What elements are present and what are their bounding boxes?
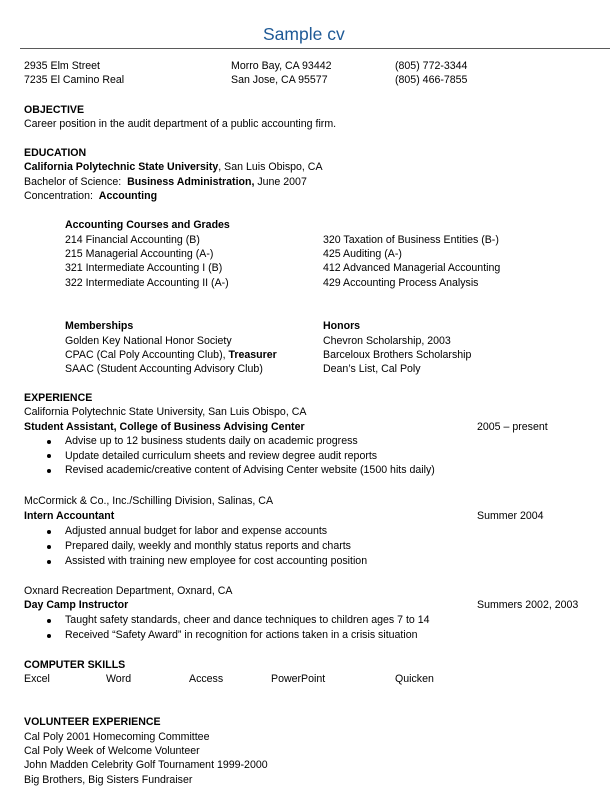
address-city-1: Morro Bay, CA 93442 [231,60,332,72]
job-org: Oxnard Recreation Department, Oxnard, CA [24,585,233,597]
course-item: 321 Intermediate Accounting I (B) [65,262,223,274]
honor-item: Chevron Scholarship, 2003 [323,335,451,347]
skill-item: Quicken [395,673,434,685]
volunteer-item: John Madden Celebrity Golf Tournament 1999-2000 [24,759,268,771]
bullet-icon [47,454,51,458]
job-title: Day Camp Instructor [24,599,129,611]
membership-org: CPAC (Cal Poly Accounting Club), [65,349,229,361]
job-title: Intern Accountant [24,510,115,522]
honor-item: Barceloux Brothers Scholarship [323,349,472,361]
phone-2: (805) 466-7855 [395,74,468,86]
membership-role: Treasurer [228,349,277,361]
degree-date: June 2007 [254,176,307,188]
course-item: 215 Managerial Accounting (A-) [65,248,214,260]
address-street-1: 2935 Elm Street [24,60,100,72]
job-bullet: Received “Safety Award” in recognition for actions taken in a crisis situation [65,629,418,641]
honor-item: Dean’s List, Cal Poly [323,363,421,375]
job-title: Student Assistant, College of Business Advising Center [24,421,305,433]
education-concentration-line [24,189,157,203]
bullet-icon [47,530,51,534]
skill-item: Excel [24,673,50,685]
address-city-2: San Jose, CA 95577 [231,74,328,86]
job-bullet: Revised academic/creative content of Advising Center website (1500 hits daily) [65,464,435,476]
job-bullet: Taught safety standards, cheer and dance techniques to children ages 7 to 14 [65,614,430,626]
memberships-heading: Memberships [65,320,134,332]
volunteer-item: Big Brothers, Big Sisters Fundraiser [24,774,193,786]
skill-item: Word [106,673,132,685]
school-location: , San Luis Obispo, CA [218,161,323,173]
job-date: 2005 – present [477,421,548,433]
honors-heading: Honors [323,320,361,332]
courses-heading: Accounting Courses and Grades [65,219,230,231]
membership-item [65,348,277,362]
bullet-icon [47,469,51,473]
concentration-prefix: Concentration: [24,190,99,202]
experience-heading: EXPERIENCE [24,392,93,404]
education-degree-line [24,175,307,189]
volunteer-item: Cal Poly 2001 Homecoming Committee [24,731,210,743]
objective-heading: OBJECTIVE [24,104,85,116]
volunteer-heading: VOLUNTEER EXPERIENCE [24,716,161,728]
job-bullet: Adjusted annual budget for labor and expense accounts [65,525,328,537]
skill-item: Access [189,673,224,685]
job-bullet: Update detailed curriculum sheets and review degree audit reports [65,450,378,462]
bullet-icon [47,440,51,444]
phone-1: (805) 772-3344 [395,60,468,72]
membership-item: Golden Key National Honor Society [65,335,232,347]
degree-prefix: Bachelor of Science: [24,176,128,188]
course-item: 320 Taxation of Business Entities (B-) [323,234,499,246]
objective-text: Career position in the audit department of a public accounting firm. [24,118,337,130]
course-item: 322 Intermediate Accounting II (A-) [65,277,229,289]
degree-major: Business Administration, [127,176,255,188]
job-bullet: Prepared daily, weekly and monthly status reports and charts [65,540,351,552]
job-bullet: Assisted with training new employee for cost accounting position [65,555,368,567]
page-title: Sample cv [263,24,345,44]
address-street-2: 7235 El Camino Real [24,74,125,86]
volunteer-item: Cal Poly Week of Welcome Volunteer [24,745,200,757]
bullet-icon [47,545,51,549]
skills-heading: COMPUTER SKILLS [24,659,126,671]
concentration-value: Accounting [98,190,158,202]
education-heading: EDUCATION [24,147,87,159]
course-item: 429 Accounting Process Analysis [323,277,479,289]
job-org: California Polytechnic State University, San Luis Obispo, CA [24,406,307,418]
skill-item: PowerPoint [271,673,326,685]
school-name: California Polytechnic State University [24,161,219,173]
membership-item: SAAC (Student Accounting Advisory Club) [65,363,263,375]
education-school-line [24,160,323,174]
bullet-icon [47,619,51,623]
course-item: 214 Financial Accounting (B) [65,234,200,246]
job-org: McCormick & Co., Inc./Schilling Division, Salinas, CA [24,495,274,507]
job-date: Summer 2004 [477,510,544,522]
job-date: Summers 2002, 2003 [477,599,579,611]
bullet-icon [47,634,51,638]
job-bullet: Advise up to 12 business students daily on academic progress [65,435,358,447]
bullet-icon [47,560,51,564]
header-divider [20,48,610,49]
course-item: 425 Auditing (A-) [323,248,402,260]
course-item: 412 Advanced Managerial Accounting [323,262,501,274]
